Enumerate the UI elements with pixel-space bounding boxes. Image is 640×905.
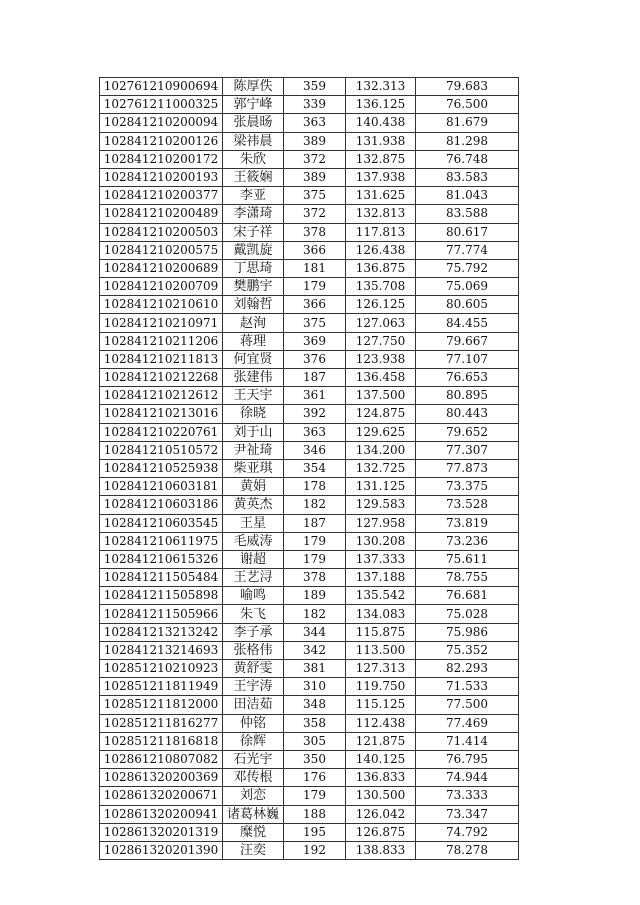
total-score-cell: 77.774 (416, 241, 519, 259)
exam-score-cell: 178 (284, 478, 346, 496)
retest-score-cell: 137.188 (346, 569, 416, 587)
exam-score-cell: 187 (284, 369, 346, 387)
table-row (100, 660, 519, 678)
candidate-id-cell: 102841210615326 (100, 550, 223, 568)
retest-score-cell: 117.813 (346, 223, 416, 241)
candidate-id-cell: 102841210220761 (100, 423, 223, 441)
candidate-id-cell: 102861320200369 (100, 769, 223, 787)
total-score-cell: 74.792 (416, 823, 519, 841)
total-score-cell: 73.236 (416, 532, 519, 550)
exam-score-cell: 179 (284, 550, 346, 568)
retest-score-cell: 119.750 (346, 678, 416, 696)
candidate-id-cell: 102841210200193 (100, 168, 223, 186)
total-score-cell: 80.443 (416, 405, 519, 423)
retest-score-cell: 126.438 (346, 241, 416, 259)
score-table-body (100, 78, 519, 860)
retest-score-cell: 130.500 (346, 787, 416, 805)
exam-score-cell: 389 (284, 132, 346, 150)
total-score-cell: 75.028 (416, 605, 519, 623)
name-cell: 谢超 (223, 550, 284, 568)
exam-score-cell: 376 (284, 350, 346, 368)
candidate-id-cell: 102841210200126 (100, 132, 223, 150)
table-row (100, 750, 519, 768)
name-cell: 郭宁峰 (223, 96, 284, 114)
total-score-cell: 80.605 (416, 296, 519, 314)
total-score-cell: 73.819 (416, 514, 519, 532)
candidate-id-cell: 102861320201319 (100, 823, 223, 841)
name-cell: 朱飞 (223, 605, 284, 623)
name-cell: 刘翰哲 (223, 296, 284, 314)
candidate-id-cell: 102841211505484 (100, 569, 223, 587)
table-row (100, 78, 519, 96)
exam-score-cell: 358 (284, 714, 346, 732)
table-row (100, 278, 519, 296)
exam-score-cell: 381 (284, 660, 346, 678)
exam-score-cell: 350 (284, 750, 346, 768)
exam-score-cell: 378 (284, 569, 346, 587)
name-cell: 王星 (223, 514, 284, 532)
table-row (100, 441, 519, 459)
retest-score-cell: 129.583 (346, 496, 416, 514)
exam-score-cell: 192 (284, 841, 346, 859)
total-score-cell: 76.653 (416, 369, 519, 387)
total-score-cell: 77.469 (416, 714, 519, 732)
retest-score-cell: 135.708 (346, 278, 416, 296)
exam-score-cell: 346 (284, 441, 346, 459)
candidate-id-cell: 102841210200575 (100, 241, 223, 259)
exam-score-cell: 359 (284, 78, 346, 96)
candidate-id-cell: 102761210900694 (100, 78, 223, 96)
candidate-id-cell: 102841210200503 (100, 223, 223, 241)
table-row (100, 168, 519, 186)
retest-score-cell: 132.725 (346, 459, 416, 477)
candidate-id-cell: 102841210603186 (100, 496, 223, 514)
exam-score-cell: 310 (284, 678, 346, 696)
name-cell: 汪奕 (223, 841, 284, 859)
retest-score-cell: 126.875 (346, 823, 416, 841)
total-score-cell: 80.617 (416, 223, 519, 241)
exam-score-cell: 348 (284, 696, 346, 714)
table-row (100, 696, 519, 714)
exam-score-cell: 392 (284, 405, 346, 423)
table-row (100, 459, 519, 477)
total-score-cell: 75.986 (416, 623, 519, 641)
table-row (100, 532, 519, 550)
table-row (100, 150, 519, 168)
total-score-cell: 76.681 (416, 587, 519, 605)
table-row (100, 132, 519, 150)
candidate-id-cell: 102841211505898 (100, 587, 223, 605)
name-cell: 李子承 (223, 623, 284, 641)
retest-score-cell: 131.938 (346, 132, 416, 150)
name-cell: 喻鸣 (223, 587, 284, 605)
retest-score-cell: 115.875 (346, 623, 416, 641)
candidate-id-cell: 102851211812000 (100, 696, 223, 714)
exam-score-cell: 363 (284, 423, 346, 441)
candidate-id-cell: 102841213214693 (100, 641, 223, 659)
exam-score-cell: 187 (284, 514, 346, 532)
exam-score-cell: 354 (284, 459, 346, 477)
candidate-id-cell: 102841210200709 (100, 278, 223, 296)
total-score-cell: 71.414 (416, 732, 519, 750)
total-score-cell: 78.755 (416, 569, 519, 587)
total-score-cell: 73.333 (416, 787, 519, 805)
table-row (100, 259, 519, 277)
name-cell: 朱欣 (223, 150, 284, 168)
candidate-id-cell: 102841213213242 (100, 623, 223, 641)
name-cell: 仲铭 (223, 714, 284, 732)
exam-score-cell: 195 (284, 823, 346, 841)
retest-score-cell: 127.750 (346, 332, 416, 350)
exam-score-cell: 372 (284, 150, 346, 168)
exam-score-cell: 189 (284, 587, 346, 605)
table-row (100, 187, 519, 205)
candidate-id-cell: 102861320200941 (100, 805, 223, 823)
retest-score-cell: 136.458 (346, 369, 416, 387)
retest-score-cell: 130.208 (346, 532, 416, 550)
exam-score-cell: 179 (284, 532, 346, 550)
candidate-id-cell: 102841210200172 (100, 150, 223, 168)
total-score-cell: 81.043 (416, 187, 519, 205)
retest-score-cell: 137.333 (346, 550, 416, 568)
table-row (100, 714, 519, 732)
exam-score-cell: 179 (284, 278, 346, 296)
exam-score-cell: 361 (284, 387, 346, 405)
candidate-id-cell: 102861320200671 (100, 787, 223, 805)
table-row (100, 369, 519, 387)
total-score-cell: 74.944 (416, 769, 519, 787)
retest-score-cell: 136.833 (346, 769, 416, 787)
total-score-cell: 76.748 (416, 150, 519, 168)
exam-score-cell: 366 (284, 296, 346, 314)
total-score-cell: 78.278 (416, 841, 519, 859)
total-score-cell: 75.611 (416, 550, 519, 568)
total-score-cell: 75.792 (416, 259, 519, 277)
total-score-cell: 76.795 (416, 750, 519, 768)
candidate-id-cell: 102851211811949 (100, 678, 223, 696)
name-cell: 梁祎晨 (223, 132, 284, 150)
table-row (100, 587, 519, 605)
table-row (100, 423, 519, 441)
candidate-id-cell: 102841211505966 (100, 605, 223, 623)
table-row (100, 478, 519, 496)
table-row (100, 569, 519, 587)
total-score-cell: 73.347 (416, 805, 519, 823)
name-cell: 赵洵 (223, 314, 284, 332)
retest-score-cell: 129.625 (346, 423, 416, 441)
exam-score-cell: 389 (284, 168, 346, 186)
total-score-cell: 83.588 (416, 205, 519, 223)
total-score-cell: 75.352 (416, 641, 519, 659)
table-row (100, 769, 519, 787)
candidate-id-cell: 102851211816818 (100, 732, 223, 750)
table-row (100, 641, 519, 659)
retest-score-cell: 135.542 (346, 587, 416, 605)
retest-score-cell: 138.833 (346, 841, 416, 859)
name-cell: 何宜贤 (223, 350, 284, 368)
candidate-id-cell: 102841210603181 (100, 478, 223, 496)
candidate-id-cell: 102841210210971 (100, 314, 223, 332)
candidate-id-cell: 102841210603545 (100, 514, 223, 532)
retest-score-cell: 126.042 (346, 805, 416, 823)
retest-score-cell: 140.125 (346, 750, 416, 768)
candidate-id-cell: 102841210510572 (100, 441, 223, 459)
name-cell: 毛威涛 (223, 532, 284, 550)
retest-score-cell: 115.125 (346, 696, 416, 714)
exam-score-cell: 372 (284, 205, 346, 223)
table-row (100, 205, 519, 223)
total-score-cell: 77.873 (416, 459, 519, 477)
candidate-id-cell: 102841210212612 (100, 387, 223, 405)
exam-score-cell: 363 (284, 114, 346, 132)
candidate-id-cell: 102841210211206 (100, 332, 223, 350)
exam-score-cell: 366 (284, 241, 346, 259)
name-cell: 李潇琦 (223, 205, 284, 223)
exam-score-cell: 305 (284, 732, 346, 750)
exam-score-cell: 182 (284, 605, 346, 623)
name-cell: 糜悦 (223, 823, 284, 841)
candidate-id-cell: 102841210611975 (100, 532, 223, 550)
table-row (100, 405, 519, 423)
candidate-id-cell: 102841210200689 (100, 259, 223, 277)
table-row (100, 296, 519, 314)
retest-score-cell: 131.125 (346, 478, 416, 496)
candidate-id-cell: 102841210200489 (100, 205, 223, 223)
retest-score-cell: 123.938 (346, 350, 416, 368)
name-cell: 邓传根 (223, 769, 284, 787)
candidate-id-cell: 102851211816277 (100, 714, 223, 732)
retest-score-cell: 134.083 (346, 605, 416, 623)
table-row (100, 550, 519, 568)
total-score-cell: 75.069 (416, 278, 519, 296)
name-cell: 樊鹏宇 (223, 278, 284, 296)
total-score-cell: 83.583 (416, 168, 519, 186)
exam-score-cell: 176 (284, 769, 346, 787)
table-row (100, 805, 519, 823)
exam-score-cell: 181 (284, 259, 346, 277)
table-row (100, 787, 519, 805)
retest-score-cell: 136.125 (346, 96, 416, 114)
name-cell: 张晨旸 (223, 114, 284, 132)
retest-score-cell: 134.200 (346, 441, 416, 459)
retest-score-cell: 121.875 (346, 732, 416, 750)
retest-score-cell: 140.438 (346, 114, 416, 132)
name-cell: 尹祉琦 (223, 441, 284, 459)
retest-score-cell: 137.500 (346, 387, 416, 405)
exam-score-cell: 179 (284, 787, 346, 805)
name-cell: 刘恋 (223, 787, 284, 805)
name-cell: 黄英杰 (223, 496, 284, 514)
table-row (100, 332, 519, 350)
table-row (100, 314, 519, 332)
table-row (100, 387, 519, 405)
table-row (100, 732, 519, 750)
name-cell: 戴凯旋 (223, 241, 284, 259)
retest-score-cell: 131.625 (346, 187, 416, 205)
table-row (100, 223, 519, 241)
total-score-cell: 82.293 (416, 660, 519, 678)
candidate-id-cell: 102761211000325 (100, 96, 223, 114)
table-row (100, 605, 519, 623)
total-score-cell: 73.375 (416, 478, 519, 496)
total-score-cell: 76.500 (416, 96, 519, 114)
candidate-id-cell: 102841210525938 (100, 459, 223, 477)
table-row (100, 514, 519, 532)
retest-score-cell: 124.875 (346, 405, 416, 423)
exam-score-cell: 182 (284, 496, 346, 514)
name-cell: 王艺浔 (223, 569, 284, 587)
name-cell: 张格伟 (223, 641, 284, 659)
table-row (100, 823, 519, 841)
total-score-cell: 81.298 (416, 132, 519, 150)
candidate-id-cell: 102841210200094 (100, 114, 223, 132)
table-row (100, 496, 519, 514)
retest-score-cell: 127.313 (346, 660, 416, 678)
candidate-id-cell: 102861210807082 (100, 750, 223, 768)
name-cell: 蒋理 (223, 332, 284, 350)
retest-score-cell: 136.875 (346, 259, 416, 277)
name-cell: 柴亚琪 (223, 459, 284, 477)
total-score-cell: 77.307 (416, 441, 519, 459)
name-cell: 王宇涛 (223, 678, 284, 696)
table-row (100, 841, 519, 859)
candidate-id-cell: 102841210213016 (100, 405, 223, 423)
total-score-cell: 77.107 (416, 350, 519, 368)
retest-score-cell: 132.813 (346, 205, 416, 223)
total-score-cell: 79.652 (416, 423, 519, 441)
table-row (100, 241, 519, 259)
table-row (100, 678, 519, 696)
name-cell: 丁思琦 (223, 259, 284, 277)
total-score-cell: 79.683 (416, 78, 519, 96)
name-cell: 王筱娴 (223, 168, 284, 186)
name-cell: 陈厚佚 (223, 78, 284, 96)
total-score-cell: 79.667 (416, 332, 519, 350)
retest-score-cell: 132.313 (346, 78, 416, 96)
name-cell: 黄娟 (223, 478, 284, 496)
name-cell: 张建伟 (223, 369, 284, 387)
total-score-cell: 77.500 (416, 696, 519, 714)
score-table (99, 77, 519, 860)
retest-score-cell: 127.063 (346, 314, 416, 332)
retest-score-cell: 127.958 (346, 514, 416, 532)
exam-score-cell: 344 (284, 623, 346, 641)
candidate-id-cell: 102841210212268 (100, 369, 223, 387)
exam-score-cell: 378 (284, 223, 346, 241)
candidate-id-cell: 102851210210923 (100, 660, 223, 678)
total-score-cell: 84.455 (416, 314, 519, 332)
exam-score-cell: 339 (284, 96, 346, 114)
table-row (100, 350, 519, 368)
candidate-id-cell: 102841210210610 (100, 296, 223, 314)
candidate-id-cell: 102861320201390 (100, 841, 223, 859)
total-score-cell: 73.528 (416, 496, 519, 514)
name-cell: 徐晓 (223, 405, 284, 423)
candidate-id-cell: 102841210200377 (100, 187, 223, 205)
name-cell: 石光宇 (223, 750, 284, 768)
retest-score-cell: 137.938 (346, 168, 416, 186)
retest-score-cell: 126.125 (346, 296, 416, 314)
exam-score-cell: 342 (284, 641, 346, 659)
table-row (100, 114, 519, 132)
total-score-cell: 81.679 (416, 114, 519, 132)
candidate-id-cell: 102841210211813 (100, 350, 223, 368)
exam-score-cell: 375 (284, 314, 346, 332)
name-cell: 刘于山 (223, 423, 284, 441)
name-cell: 宋子祥 (223, 223, 284, 241)
exam-score-cell: 375 (284, 187, 346, 205)
name-cell: 王天宇 (223, 387, 284, 405)
total-score-cell: 71.533 (416, 678, 519, 696)
retest-score-cell: 113.500 (346, 641, 416, 659)
exam-score-cell: 188 (284, 805, 346, 823)
table-row (100, 96, 519, 114)
name-cell: 田洁茹 (223, 696, 284, 714)
name-cell: 李亚 (223, 187, 284, 205)
name-cell: 黄舒雯 (223, 660, 284, 678)
name-cell: 徐辉 (223, 732, 284, 750)
name-cell: 诸葛林巍 (223, 805, 284, 823)
retest-score-cell: 132.875 (346, 150, 416, 168)
retest-score-cell: 112.438 (346, 714, 416, 732)
exam-score-cell: 369 (284, 332, 346, 350)
total-score-cell: 80.895 (416, 387, 519, 405)
table-row (100, 623, 519, 641)
